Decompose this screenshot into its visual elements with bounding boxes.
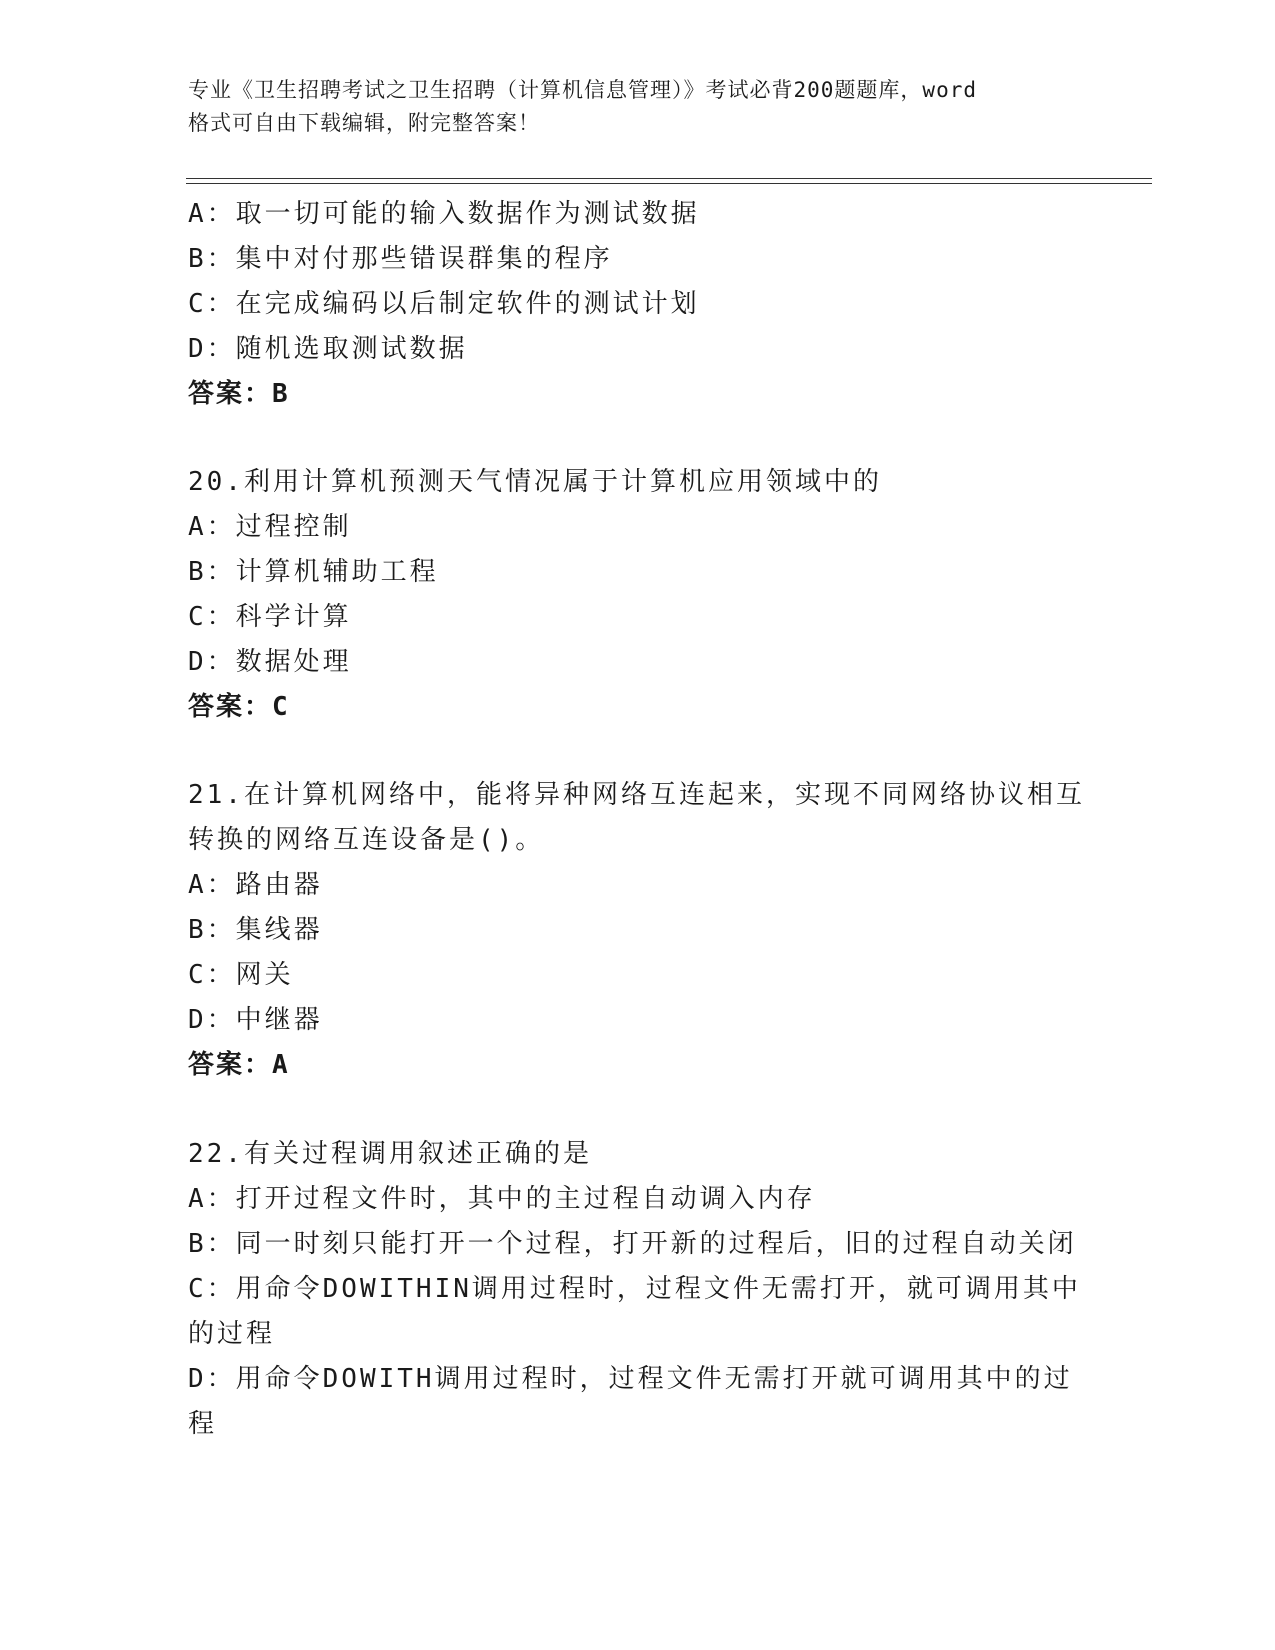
q20-option-a: A：过程控制 [188,512,352,542]
q22-option-d-line-1: D：用命令DOWITH调用过程时，过程文件无需打开就可调用其中的过 [188,1364,1073,1394]
q21-option-b: B：集线器 [188,915,323,945]
q22-option-c-line-1: C：用命令DOWITHIN调用过程时，过程文件无需打开，就可调用其中 [188,1274,1081,1304]
q21-answer: 答案：A [188,1050,290,1080]
document-header [188,74,1088,140]
header-divider-top [186,178,1152,179]
q21-option-d: D：中继器 [188,1005,323,1035]
q21-stem-line-1: 21.在计算机网络中，能将异种网络互连起来，实现不同网络协议相互 [188,780,1085,810]
q19-answer: 答案：B [188,379,290,409]
header-divider-bottom [186,183,1152,184]
q22-option-a: A：打开过程文件时，其中的主过程自动调入内存 [188,1184,816,1214]
header-line-1: 专业《卫生招聘考试之卫生招聘（计算机信息管理）》考试必背200题题库，word [188,78,977,102]
q20-answer: 答案：C [188,692,290,722]
q21-stem-line-2: 转换的网络互连设备是()。 [188,825,545,855]
header-line-2: 格式可自由下载编辑，附完整答案！ [188,111,540,135]
q20-option-c: C：科学计算 [188,602,352,632]
q22-option-c-line-2: 的过程 [188,1319,276,1349]
q20-option-b: B：计算机辅助工程 [188,557,439,587]
q22-option-b: B：同一时刻只能打开一个过程，打开新的过程后，旧的过程自动关闭 [188,1229,1077,1259]
q22-stem: 22.有关过程调用叙述正确的是 [188,1139,592,1169]
q20-option-d: D：数据处理 [188,647,352,677]
q21-option-a: A：路由器 [188,870,323,900]
q22-option-d-line-2: 程 [188,1409,218,1439]
q19-option-b: B：集中对付那些错误群集的程序 [188,244,613,274]
q19-option-a: A：取一切可能的输入数据作为测试数据 [188,199,700,229]
q20-stem: 20.利用计算机预测天气情况属于计算机应用领域中的 [188,467,882,497]
q19-option-d: D：随机选取测试数据 [188,334,468,364]
q19-option-c: C：在完成编码以后制定软件的测试计划 [188,289,700,319]
q21-option-c: C：网关 [188,960,294,990]
